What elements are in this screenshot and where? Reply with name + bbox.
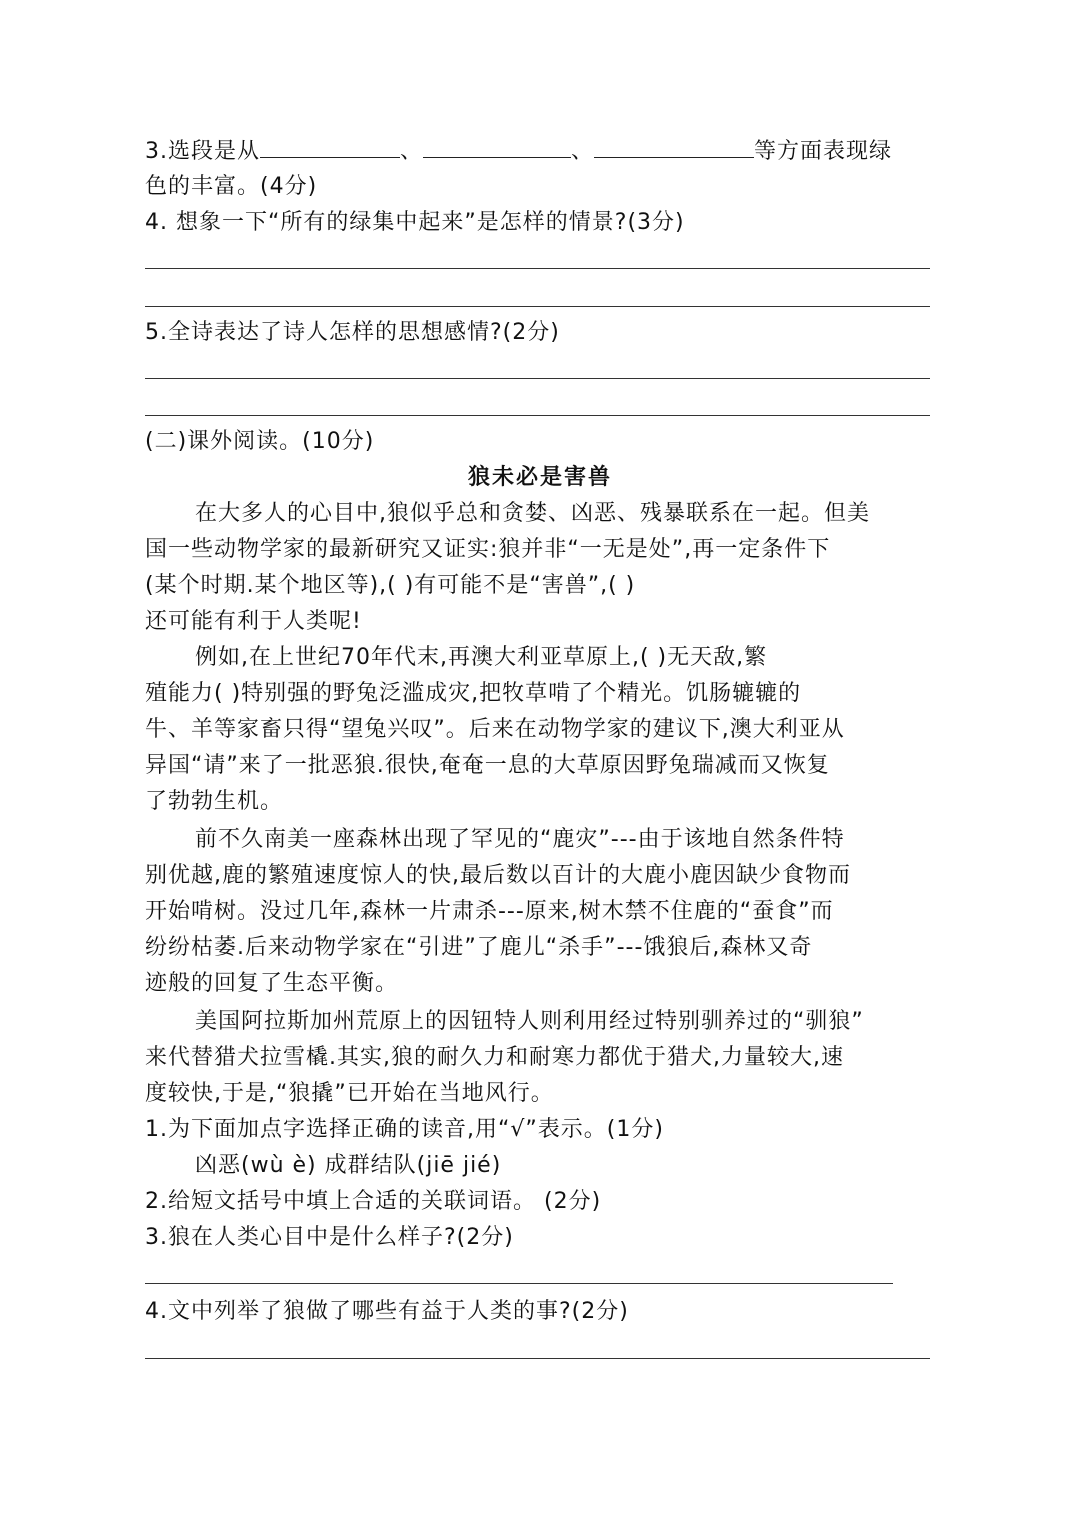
answer-line[interactable] [145,378,930,379]
section-heading: (二)课外阅读。(10分) [145,429,375,454]
question-5: 5.全诗表达了诗人怎样的思想感情?(2分) [145,320,560,345]
paragraph-3-line: 前不久南美一座森林出现了罕见的“鹿灾”---由于该地自然条件特 [195,827,845,852]
paragraph-1-line: 国一些动物学家的最新研究又证实:狼并非“一无是处”,再一定条件下 [145,537,831,562]
answer-line[interactable] [145,1358,930,1359]
paragraph-2-line: 殖能力( )特别强的野兔泛滥成灾,把牧草啃了个精光。饥肠辘辘的 [145,681,802,706]
paragraph-2-line: 了勃勃生机。 [145,789,284,814]
paragraph-3-line: 纷纷枯萎.后来动物学家在“引进”了鹿儿“杀手”---饿狼后,森林又奇 [145,935,813,960]
paragraph-1-line: 在大多人的心目中,狼似乎总和贪婪、凶恶、残暴联系在一起。但美 [195,501,870,526]
question-3: 3.狼在人类心目中是什么样子?(2分) [145,1225,514,1250]
question-3-sep-2: 、 [571,139,595,164]
question-3-prefix: 3.选段是从 [145,139,260,164]
paragraph-4-line: 来代替猎犬拉雪橇.其实,狼的耐久力和耐寒力都优于猎犬,力量较大,速 [145,1045,844,1070]
answer-blank-2[interactable] [423,135,571,158]
question-4: 4. 想象一下“所有的绿集中起来”是怎样的情景?(3分) [145,210,685,235]
paragraph-3-line: 开始啃树。没过几年,森林一片肃杀---原来,树木禁不住鹿的“蚕食”而 [145,899,834,924]
passage-title: 狼未必是害兽 [467,465,612,490]
answer-line[interactable] [145,268,930,269]
paragraph-3-line: 别优越,鹿的繁殖速度惊人的快,最后数以百计的大鹿小鹿因缺少食物而 [145,863,851,888]
question-3-sep-1: 、 [400,139,424,164]
paragraph-3-line: 迹般的回复了生态平衡。 [145,971,399,996]
answer-blank-3[interactable] [594,135,754,158]
paragraph-2-line: 异国“请”来了一批恶狼.很快,奄奄一息的大草原因野兔瑞减而又恢复 [145,753,830,778]
paragraph-2-line: 牛、羊等家畜只得“望兔兴叹”。后来在动物学家的建议下,澳大利亚从 [145,717,845,742]
question-3-suffix: 等方面表现绿 [754,139,893,164]
answer-blank-1[interactable] [260,135,400,158]
question-3-line-1 [145,135,945,169]
paragraph-4-line: 美国阿拉斯加州荒原上的因钮特人则利用经过特别驯养过的“驯狼” [195,1009,864,1034]
answer-line[interactable] [145,306,930,307]
question-2: 2.给短文括号中填上合适的关联词语。 (2分) [145,1189,602,1214]
answer-line[interactable] [145,415,930,416]
question-1-options[interactable]: 凶恶(wù è) 成群结队(jiē jié) [195,1153,502,1178]
question-3-line-2: 色的丰富。(4分) [145,174,318,199]
paragraph-1-line: 还可能有利于人类呢! [145,609,362,634]
question-4-reading: 4.文中列举了狼做了哪些有益于人类的事?(2分) [145,1299,629,1324]
question-1: 1.为下面加点字选择正确的读音,用“√”表示。(1分) [145,1117,664,1142]
paragraph-4-line: 度较快,于是,“狼撬”已开始在当地风行。 [145,1081,554,1106]
paragraph-2-line: 例如,在上世纪70年代末,再澳大利亚草原上,( )无天敌,繁 [195,645,768,670]
answer-line[interactable] [145,1283,893,1284]
paragraph-1-line: (某个时期.某个地区等),( )有可能不是“害兽”,( ) [145,573,636,598]
